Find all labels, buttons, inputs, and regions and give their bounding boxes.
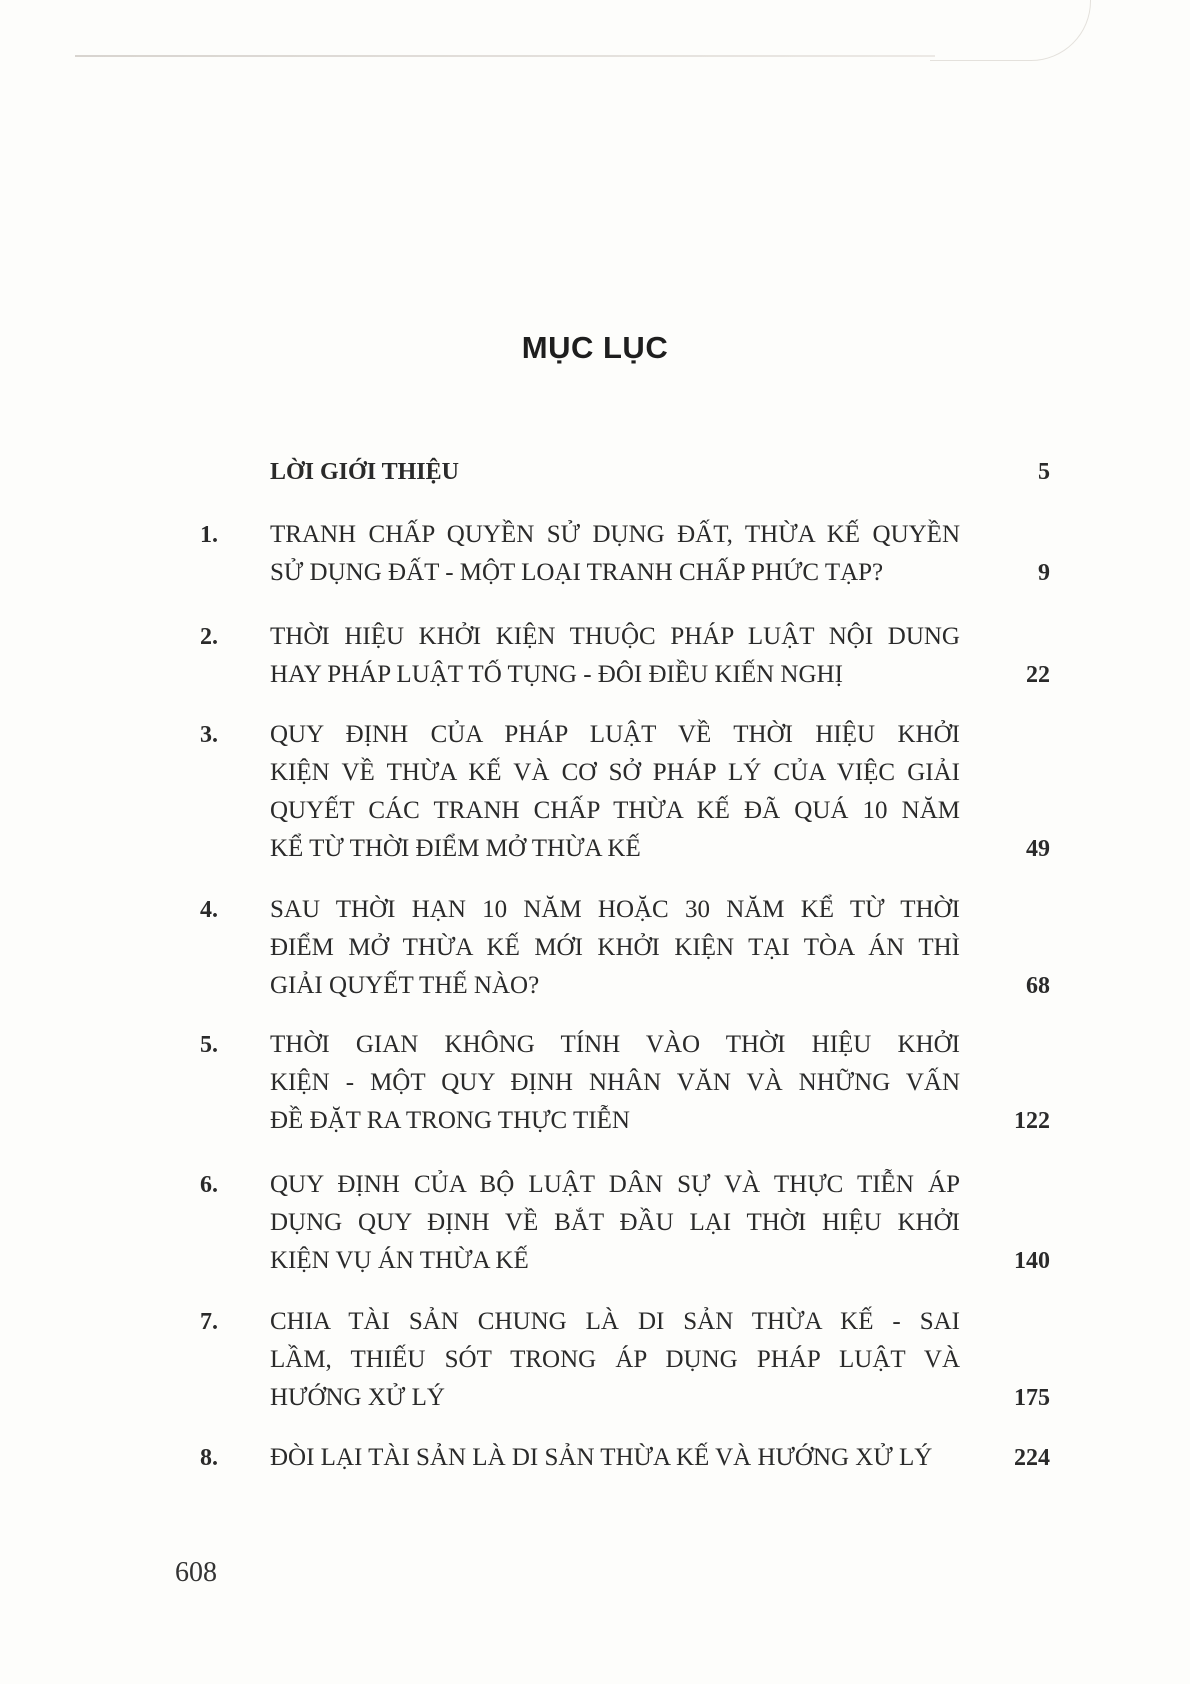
- toc-entry-line: HƯỚNG XỬ LÝ: [270, 1384, 445, 1411]
- toc-entry-line: KIỆN - MỘT QUY ĐỊNH NHÂN VĂN VÀ NHỮNG VẤN: [270, 1069, 960, 1096]
- toc-entry-number: 7.: [200, 1309, 218, 1335]
- toc-entry-line: HAY PHÁP LUẬT TỐ TỤNG - ĐÔI ĐIỀU KIẾN NGHỊ: [270, 661, 843, 688]
- toc-entry-line: KIỆN VỀ THỪA KẾ VÀ CƠ SỞ PHÁP LÝ CỦA VIỆC GIẢI: [270, 759, 960, 786]
- page-title: MỤC LỤC: [521, 330, 669, 365]
- toc-entry-line: KIỆN VỤ ÁN THỪA KẾ: [270, 1247, 529, 1274]
- toc-entry-line: LẦM, THIẾU SÓT TRONG ÁP DỤNG PHÁP LUẬT VÀ: [270, 1346, 960, 1373]
- toc-entry-number: 5.: [200, 1032, 218, 1058]
- toc-page-number: 22: [1026, 662, 1050, 688]
- toc-page-number: 224: [1014, 1445, 1050, 1471]
- toc-entry-line: ĐIỂM MỞ THỪA KẾ MỚI KHỞI KIỆN TẠI TÒA ÁN THÌ: [270, 934, 960, 961]
- toc-entry-number: 6.: [200, 1172, 218, 1198]
- toc-page-number: 68: [1026, 973, 1050, 999]
- toc-entry-line: TRANH CHẤP QUYỀN SỬ DỤNG ĐẤT, THỪA KẾ QUYỀN: [270, 521, 960, 548]
- scan-edge-line: [75, 55, 935, 57]
- toc-entry-number: 1.: [200, 522, 218, 548]
- toc-entry-label: LỜI GIỚI THIỆU: [270, 459, 459, 485]
- folio-page-number: 608: [175, 1557, 217, 1588]
- toc-entry-line: KỂ TỪ THỜI ĐIỂM MỞ THỪA KẾ: [270, 835, 641, 862]
- toc-entry-number: 2.: [200, 624, 218, 650]
- toc-entry-line: ĐÒI LẠI TÀI SẢN LÀ DI SẢN THỪA KẾ VÀ HƯỚNG XỬ LÝ: [270, 1444, 933, 1471]
- toc-entry-number: 3.: [200, 722, 218, 748]
- toc-entry-line: CHIA TÀI SẢN CHUNG LÀ DI SẢN THỪA KẾ - SAI: [270, 1308, 960, 1335]
- toc-entry-line: SAU THỜI HẠN 10 NĂM HOẶC 30 NĂM KỂ TỪ THỜI: [270, 896, 960, 923]
- toc-entry-number: 8.: [200, 1445, 218, 1471]
- toc-page-number: 140: [1014, 1248, 1050, 1274]
- toc-entry-line: THỜI HIỆU KHỞI KIỆN THUỘC PHÁP LUẬT NỘI DUNG: [270, 623, 960, 650]
- toc-page-number: 9: [1038, 560, 1050, 586]
- toc-page-number: 5: [1038, 459, 1050, 485]
- toc-entry-number: 4.: [200, 897, 218, 923]
- toc-page-number: 122: [1014, 1108, 1050, 1134]
- toc-entry-line: THỜI GIAN KHÔNG TÍNH VÀO THỜI HIỆU KHỞI: [270, 1031, 960, 1058]
- toc-page-number: 49: [1026, 836, 1050, 862]
- toc-entry-line: QUYẾT CÁC TRANH CHẤP THỪA KẾ ĐÃ QUÁ 10 NĂM: [270, 797, 960, 824]
- toc-entry-line: SỬ DỤNG ĐẤT - MỘT LOẠI TRANH CHẤP PHỨC TẠP?: [270, 559, 884, 586]
- toc-entry-line: QUY ĐỊNH CỦA PHÁP LUẬT VỀ THỜI HIỆU KHỞI: [270, 721, 960, 748]
- toc-entry-line: QUY ĐỊNH CỦA BỘ LUẬT DÂN SỰ VÀ THỰC TIỄN ÁP: [270, 1171, 960, 1198]
- toc-page-number: 175: [1014, 1385, 1050, 1411]
- page-corner-curl: [930, 0, 1091, 61]
- toc-entry-line: ĐỀ ĐẶT RA TRONG THỰC TIỄN: [270, 1107, 630, 1134]
- toc-entry-line: GIẢI QUYẾT THẾ NÀO?: [270, 972, 540, 999]
- toc-entry-line: DỤNG QUY ĐỊNH VỀ BẮT ĐẦU LẠI THỜI HIỆU KHỞI: [270, 1209, 960, 1236]
